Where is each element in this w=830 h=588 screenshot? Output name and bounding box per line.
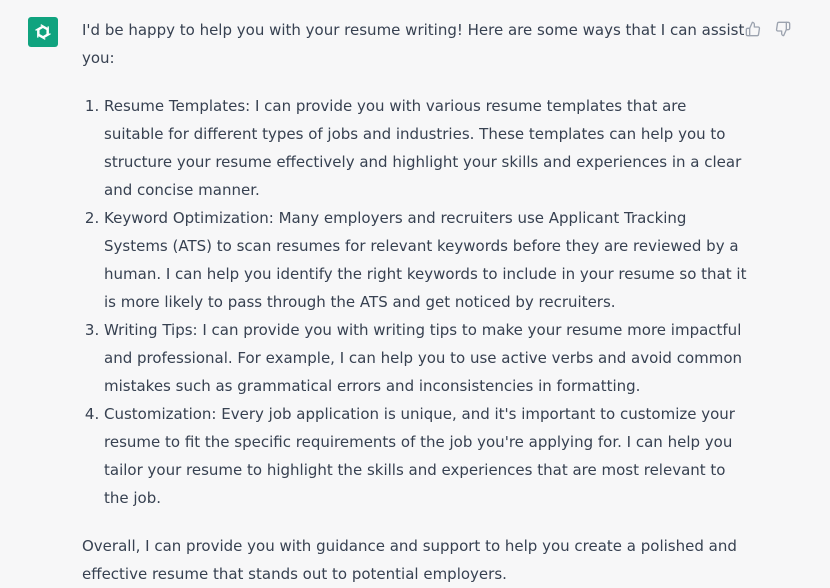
message-intro: I'd be happy to help you with your resume writing! Here are some ways that I can assist you: <box>82 21 745 67</box>
list-item-keyword-optimization: 2. Keyword Optimization: Many employers and recruiters use Applicant Tracking Systems (ATS) to scan resumes for relevant keywords before they are reviewed by a human. I can help you identify the right keywords to include in your resume so that it is more likely to pass through the ATS and get noticed by recruiters. <box>104 204 750 316</box>
list-item-resume-templates: 1. Resume Templates: I can provide you with various resume templates that are suitable for different types of jobs and industries. These templates can help you to structure your resume effectively and highlight your skills and experiences in a clear and concise manner. <box>104 92 750 204</box>
thumbs-down-button[interactable] <box>774 20 792 38</box>
openai-logo-icon <box>32 21 54 43</box>
list-item-customization: 4. Customization: Every job application is unique, and it's important to customize your resume to fit the specific requirements of the job you're applying for. I can help you tailor your resume to highlight the skills and experiences that are most relevant to the job. <box>104 400 750 512</box>
assistant-avatar <box>28 17 58 47</box>
feedback-controls <box>744 20 792 38</box>
assist-options-list <box>82 92 750 512</box>
list-item-writing-tips: 3. Writing Tips: I can provide you with writing tips to make your resume more impactful and professional. For example, I can help you to use active verbs and avoid common mistakes such as grammatical errors and inconsistencies in formatting. <box>104 316 750 400</box>
assistant-message <box>82 16 750 588</box>
message-outro: Overall, I can provide you with guidance and support to help you create a polished and effective resume that stands out to potential employers. <box>82 537 737 583</box>
thumbs-down-icon <box>775 21 791 37</box>
